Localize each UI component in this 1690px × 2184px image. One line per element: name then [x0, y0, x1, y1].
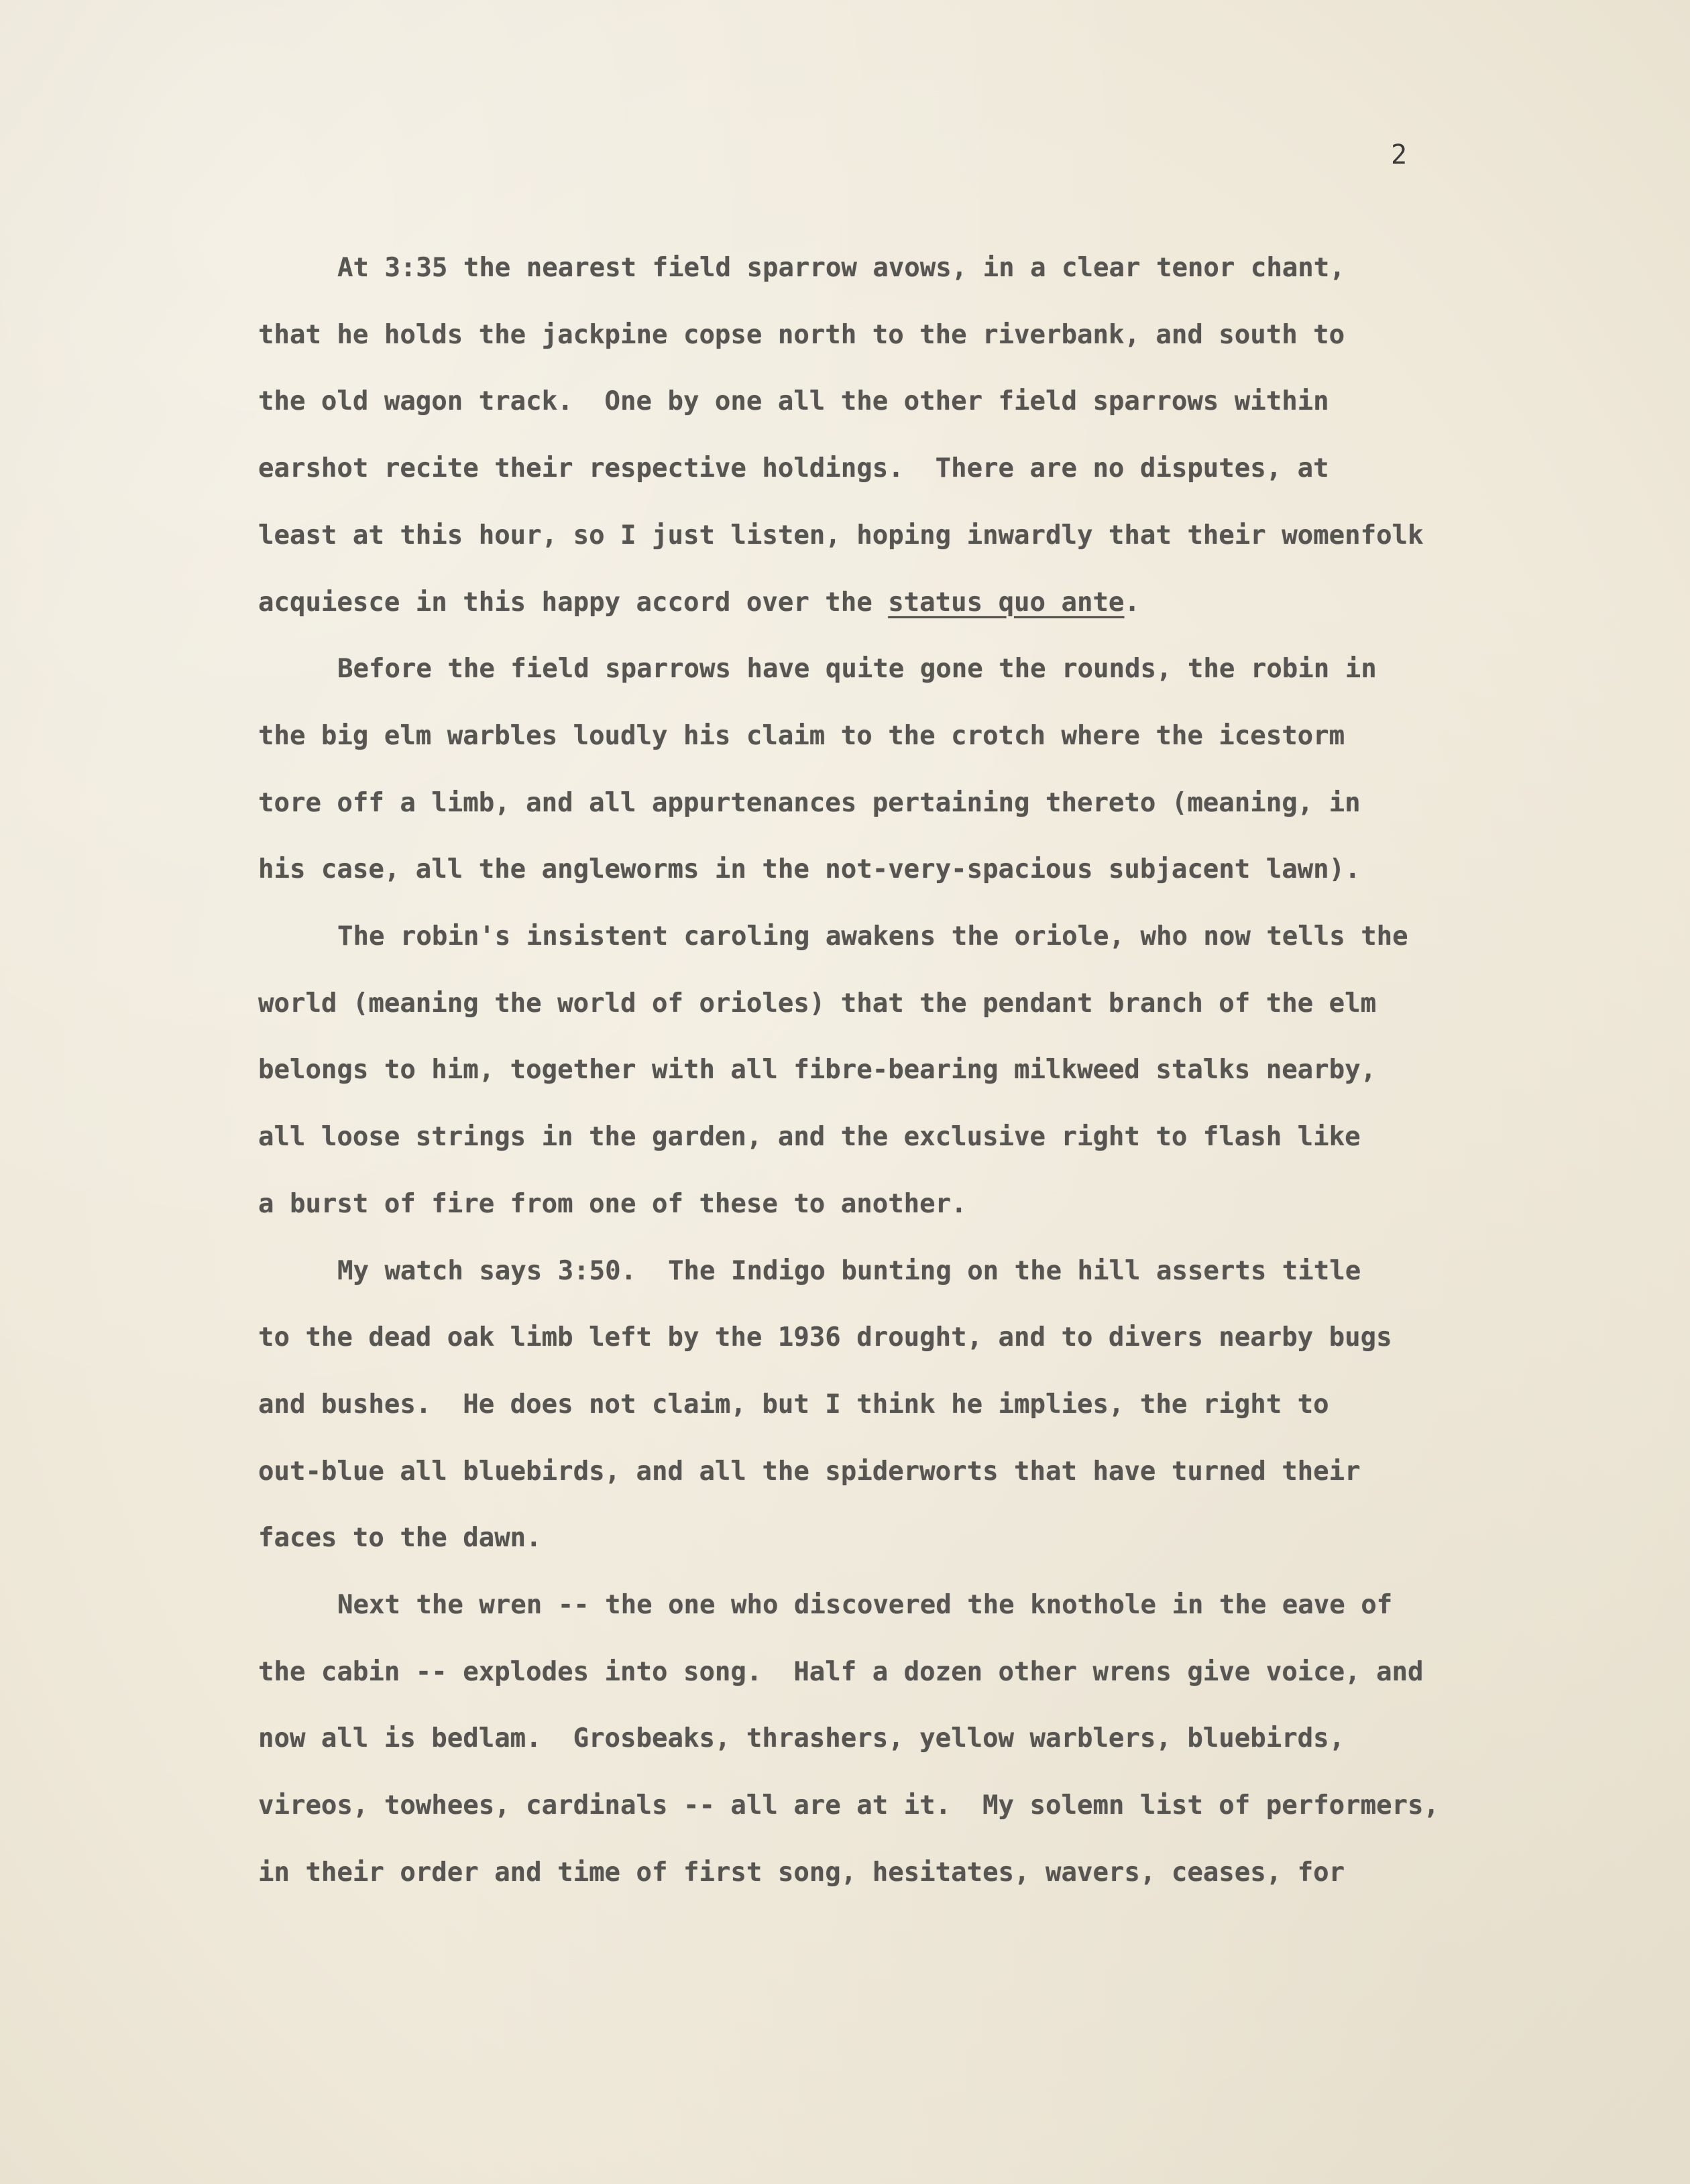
paragraph-oriole	[258, 903, 1519, 1238]
text-line: faces to the dawn.	[258, 1523, 542, 1554]
paragraph-field-sparrows	[258, 235, 1519, 636]
text-line: and bushes. He does not claim, but I think he implies, the right to	[258, 1389, 1329, 1420]
text-line-suffix: .	[1124, 587, 1140, 618]
text-line: the cabin -- explodes into song. Half a dozen other wrens give voice, and	[258, 1656, 1424, 1687]
text-line	[258, 569, 1519, 636]
text-line: belongs to him, together with all fibre-bearing milkweed stalks nearby,	[258, 1055, 1377, 1086]
text-line: in their order and time of first song, hesitates, wavers, ceases, for	[258, 1857, 1345, 1888]
text-line: The robin's insistent caroling awakens the oriole, who now tells the	[337, 921, 1408, 952]
text-line: that he holds the jackpine copse north to the riverbank, and south to	[258, 319, 1345, 350]
text-line: Before the field sparrows have quite gone the rounds, the robin in	[337, 654, 1377, 685]
text-line: tore off a limb, and all appurtenances pertaining thereto (meaning, in	[258, 787, 1361, 818]
text-line: vireos, towhees, cardinals -- all are at it. My solemn list of performers,	[258, 1790, 1439, 1821]
text-line: world (meaning the world of orioles) that the pendant branch of the elm	[258, 988, 1377, 1019]
text-line: least at this hour, so I just listen, hoping inwardly that their womenfolk	[258, 520, 1424, 551]
text-line-prefix: acquiesce in this happy accord over the	[258, 587, 889, 618]
text-line: to the dead oak limb left by the 1936 drought, and to divers nearby bugs	[258, 1322, 1392, 1353]
text-line: Next the wren -- the one who discovered the knothole in the eave of	[337, 1590, 1393, 1621]
text-line: At 3:35 the nearest field sparrow avows, in a clear tenor chant,	[337, 253, 1345, 283]
text-line: all loose strings in the garden, and the exclusive right to flash like	[258, 1122, 1361, 1153]
text-line: My watch says 3:50. The Indigo bunting on the hill asserts title	[337, 1255, 1361, 1286]
paragraph-wren	[258, 1572, 1519, 1906]
text-line: a burst of fire from one of these to another.	[258, 1188, 967, 1219]
text-line: now all is bedlam. Grosbeaks, thrashers, yellow warblers, bluebirds,	[258, 1723, 1345, 1754]
typewritten-body	[258, 235, 1519, 1906]
text-line: out-blue all bluebirds, and all the spiderworts that have turned their	[258, 1456, 1361, 1487]
underlined-phrase: status quo ante	[888, 587, 1125, 618]
text-line: the big elm warbles loudly his claim to the crotch where the icestorm	[258, 720, 1345, 751]
paragraph-indigo-bunting	[258, 1238, 1519, 1572]
text-line: the old wagon track. One by one all the other field sparrows within	[258, 386, 1329, 417]
paragraph-robin	[258, 636, 1519, 903]
page-number: 2	[1391, 139, 1408, 170]
text-line: his case, all the angleworms in the not-very-spacious subjacent lawn).	[258, 854, 1361, 885]
text-line: earshot recite their respective holdings. There are no disputes, at	[258, 453, 1329, 484]
